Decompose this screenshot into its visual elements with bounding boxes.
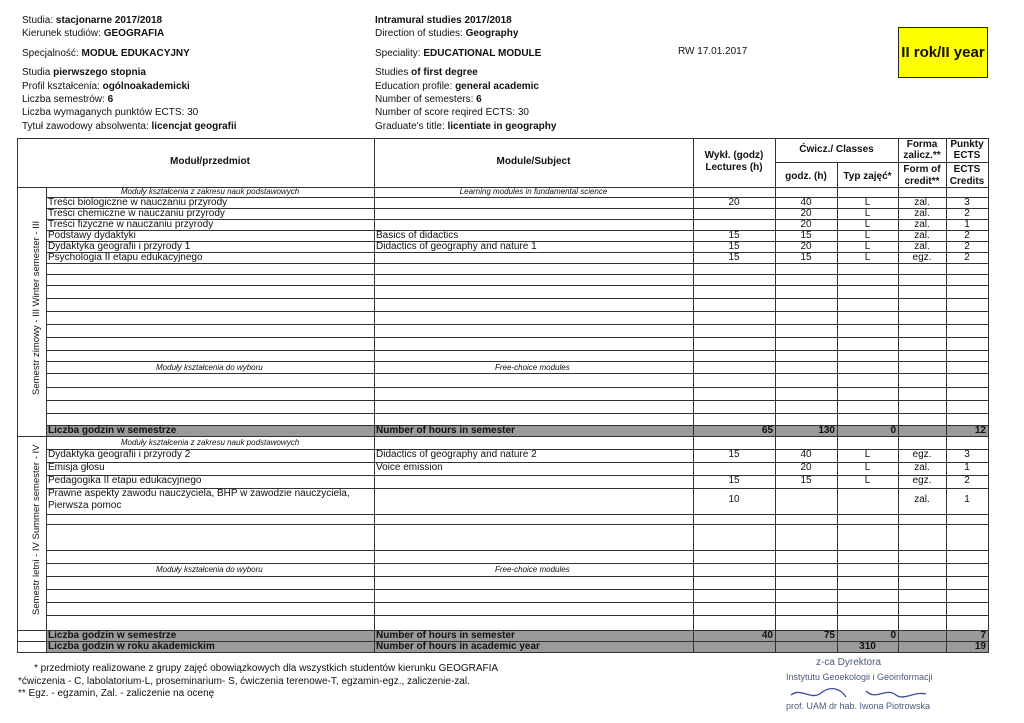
kierunek-line: Kierunek studiów: GEOGRAFIA bbox=[22, 28, 165, 40]
header-forma: Forma bbox=[906, 139, 938, 150]
footnotes bbox=[18, 663, 498, 701]
winter-row-5-godz: 20 bbox=[800, 241, 812, 252]
winter-row-6-godz: 15 bbox=[800, 252, 812, 263]
winter-sum-godz: 130 bbox=[818, 425, 835, 436]
header-credits: Credits bbox=[949, 176, 985, 187]
header-modul-pl: Moduł/przedmiot bbox=[170, 156, 250, 167]
winter-row-2-godz: 20 bbox=[800, 208, 812, 219]
winter-free-en: Free-choice modules bbox=[495, 363, 570, 372]
winter-free-pl: Moduły kształcenia do wyboru bbox=[156, 363, 263, 372]
winter-row-1-forma: zal. bbox=[914, 197, 930, 208]
header-punkty: Punkty bbox=[950, 139, 984, 150]
winter-row-4-forma: zal. bbox=[914, 230, 930, 241]
summer-row-2-forma: zal. bbox=[914, 462, 930, 473]
winter-row-2-typ: L bbox=[864, 208, 871, 219]
winter-row-5-ects: 2 bbox=[964, 241, 970, 252]
winter-row-4-en: Basics of didactics bbox=[376, 230, 459, 241]
footnote-2: *ćwiczenia - C, labolatorium-L, proseminarium- S, ćwiczenia terenowe-T, egzamin-egz., zaliczenie-zal. bbox=[18, 675, 470, 687]
winter-semester-label: Semestr zimowy - III Winter semester - III bbox=[31, 220, 42, 395]
winter-sum-typ: 0 bbox=[890, 425, 896, 436]
winter-sum-en: Number of hours in semester bbox=[376, 425, 515, 436]
summer-row-1-en: Didactics of geography and nature 2 bbox=[376, 449, 537, 460]
summer-sum-wykl: 40 bbox=[761, 630, 773, 641]
header-lectures: Lectures (h) bbox=[705, 162, 763, 173]
summer-row4-ects: 1 bbox=[964, 494, 970, 505]
summer-row-1-ects: 3 bbox=[964, 449, 970, 460]
summer-row-1-pl: Dydaktyka geografii i przyrody 2 bbox=[48, 449, 191, 460]
tytul-line: Tytuł zawodowy absolwenta: licencjat geografii bbox=[22, 120, 237, 132]
summer-row-3-forma: egz. bbox=[912, 475, 932, 486]
winter-row-1-godz: 40 bbox=[800, 197, 812, 208]
winter-row-3-ects: 1 bbox=[964, 219, 970, 230]
winter-row-3-pl: Treści fizyczne w nauczaniu przyrody bbox=[48, 219, 214, 230]
footnote-3: ** Egz. - egzamin, Zal. - zaliczenie na ocenę bbox=[18, 688, 215, 699]
winter-sum-ects: 12 bbox=[974, 425, 986, 436]
winter-row-6-pl: Psychologia II etapu edukacyjnego bbox=[48, 252, 203, 263]
winter-row-1-pl: Treści biologiczne w nauczaniu przyrody bbox=[48, 197, 228, 208]
winter-row-2-ects: 2 bbox=[964, 208, 970, 219]
stamp-line-2: Instytutu Geoekologii i Geoinformacji bbox=[786, 672, 933, 682]
summer-row-1-typ: L bbox=[864, 449, 871, 460]
header-typ: Typ zajęć* bbox=[843, 171, 892, 182]
year-total-en: Number of hours in academic year bbox=[376, 641, 540, 652]
winter-row-5-wykl: 15 bbox=[728, 241, 740, 252]
summer-sum-pl: Liczba godzin w semestrze bbox=[48, 630, 177, 641]
summer-row-2-godz: 20 bbox=[800, 462, 812, 473]
header-ects1: ECTS bbox=[953, 150, 981, 161]
winter-row-5-en: Didactics of geography and nature 1 bbox=[376, 241, 537, 252]
header-credit: credit** bbox=[904, 176, 940, 187]
ects-line: Liczba wymaganych punktów ECTS: 30 bbox=[22, 107, 199, 119]
winter-row-2-forma: zal. bbox=[914, 208, 930, 219]
header-module-en: Module/Subject bbox=[496, 156, 571, 167]
summer-row-2-en: Voice emission bbox=[376, 462, 443, 473]
winter-module-en: Learning modules in fundamental science bbox=[459, 187, 608, 196]
summer-row-1-wykl: 15 bbox=[728, 449, 740, 460]
summer-row-2-pl: Emisja głosu bbox=[48, 462, 105, 473]
degree-line: Studies of first degree bbox=[375, 67, 478, 79]
studies-line: Intramural studies 2017/2018 bbox=[375, 15, 512, 26]
stamp-line-3: prof. UAM dr hab. Iwona Piotrowska bbox=[786, 701, 931, 711]
summer-row-2-typ: L bbox=[864, 462, 871, 473]
footnote-1: * przedmioty realizowane z grupy zajęć obowiązkowych dla wszystkich studentów kierunku GEOGRAFIA bbox=[34, 663, 499, 674]
summer-semester-label: Semestr letni - IV Summer semester - IV bbox=[31, 444, 42, 615]
winter-row-6-wykl: 15 bbox=[728, 252, 740, 263]
winter-module-pl: Moduły kształcenia z zakresu nauk podstawowych bbox=[120, 187, 300, 196]
header-cwicz: Ćwicz./ Classes bbox=[799, 144, 874, 155]
winter-row-4-typ: L bbox=[864, 230, 871, 241]
header-wykl: Wykł. (godz) bbox=[704, 150, 764, 161]
header-godz: godz. (h) bbox=[785, 171, 827, 182]
winter-sum-pl: Liczba godzin w semestrze bbox=[48, 425, 177, 436]
winter-row-4-ects: 2 bbox=[964, 230, 970, 241]
semestry-line: Liczba semestrów: 6 bbox=[22, 94, 114, 106]
direction-line: Direction of studies: Geography bbox=[375, 28, 519, 40]
winter-row-3-godz: 20 bbox=[800, 219, 812, 230]
summer-row-1-forma: egz. bbox=[912, 449, 932, 460]
profil-line: Profil kształcenia: ogólnoakademicki bbox=[22, 80, 190, 92]
studia-line: Studia: stacjonarne 2017/2018 bbox=[22, 15, 163, 26]
ects-en-line: Number of score reqired ECTS: 30 bbox=[375, 107, 529, 119]
year-total-ects: 19 bbox=[974, 641, 986, 652]
semesters-line: Number of semesters: 6 bbox=[375, 94, 482, 106]
summer-free-en: Free-choice modules bbox=[495, 565, 570, 574]
summer-row-3-typ: L bbox=[864, 475, 871, 486]
winter-row-5-typ: L bbox=[864, 241, 871, 252]
summer-row4-wykl: 10 bbox=[728, 494, 740, 505]
year-badge: II rok/II year bbox=[898, 27, 988, 78]
profile-line: Education profile: general academic bbox=[375, 80, 539, 92]
header-zalicz: zalicz.** bbox=[903, 150, 941, 161]
winter-row-6-typ: L bbox=[864, 252, 871, 263]
summer-row-3-ects: 2 bbox=[964, 475, 970, 486]
winter-row-3-typ: L bbox=[864, 219, 871, 230]
winter-row-1-ects: 3 bbox=[964, 197, 970, 208]
summer-sum-typ: 0 bbox=[890, 630, 896, 641]
summer-row-3-godz: 15 bbox=[800, 475, 812, 486]
winter-row-1-wykl: 20 bbox=[728, 197, 740, 208]
summer-row-2-ects: 1 bbox=[964, 462, 970, 473]
summer-sum-ects: 7 bbox=[980, 630, 986, 641]
winter-row-4-pl: Podstawy dydaktyki bbox=[48, 230, 136, 241]
winter-row-4-godz: 15 bbox=[800, 230, 812, 241]
header-ects2: ECTS bbox=[953, 164, 981, 175]
year-total-hours: 310 bbox=[859, 641, 876, 652]
year-total-pl: Liczba godzin w roku akademickim bbox=[48, 641, 215, 652]
winter-sum-wykl: 65 bbox=[761, 425, 773, 436]
header-form-of: Form of bbox=[903, 164, 941, 175]
stopien-line: Studia pierwszego stopnia bbox=[22, 67, 146, 79]
title-line: Graduate's title: licentiate in geography bbox=[375, 120, 557, 132]
stamp-line-1: z-ca Dyrektora bbox=[816, 657, 882, 668]
specjalnosc-line: Specjalność: MODUŁ EDUKACYJNY bbox=[22, 47, 190, 59]
winter-row-6-ects: 2 bbox=[964, 252, 970, 263]
summer-free-pl: Moduły kształcenia do wyboru bbox=[156, 565, 263, 574]
winter-row-6-forma: egz. bbox=[912, 252, 932, 263]
winter-row-5-forma: zal. bbox=[914, 241, 930, 252]
summer-module-pl: Moduły kształcenia z zakresu nauk podstawowych bbox=[120, 438, 300, 447]
summer-row4-pl1: Prawne aspekty zawodu nauczyciela, BHP w zawodzie nauczyciela, bbox=[48, 488, 350, 499]
official-stamp bbox=[786, 655, 936, 714]
speciality-line: Speciality: EDUCATIONAL MODULE bbox=[375, 47, 542, 59]
summer-row-3-pl: Pedagogika II etapu edukacyjnego bbox=[48, 475, 202, 486]
winter-row-1-typ: L bbox=[864, 197, 871, 208]
summer-sum-godz: 75 bbox=[823, 630, 835, 641]
summer-row4-pl2: Pierwsza pomoc bbox=[48, 500, 122, 511]
summer-sum-en: Number of hours in semester bbox=[376, 630, 515, 641]
document-date: RW 17.01.2017 bbox=[678, 46, 748, 57]
winter-row-3-forma: zal. bbox=[914, 219, 930, 230]
winter-row-2-pl: Treści chemiczne w nauczaniu przyrody bbox=[48, 208, 225, 219]
winter-row-5-pl: Dydaktyka geografii i przyrody 1 bbox=[48, 241, 191, 252]
winter-row-4-wykl: 15 bbox=[728, 230, 740, 241]
summer-row-3-wykl: 15 bbox=[728, 475, 740, 486]
summer-row4-forma: zal. bbox=[914, 494, 930, 505]
summer-row-1-godz: 40 bbox=[800, 449, 812, 460]
